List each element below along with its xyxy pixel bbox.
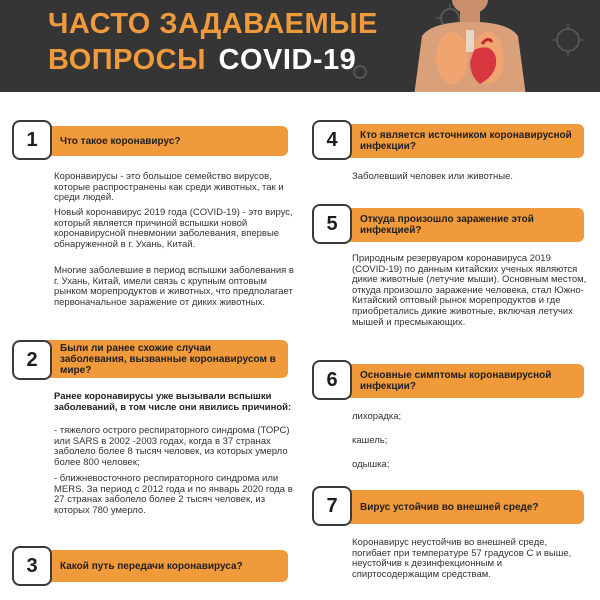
faq-question-1: Что такое коронавирус? [60,135,181,147]
faq-question-bar-7 [338,490,584,524]
faq-question-2: Были ли ранее схожие случаи заболевания, вызванные коронавирусом в мире? [60,342,276,376]
faq-question-4: Кто является источником коронавирусной инфекции? [360,130,572,152]
faq-answer-4: Заболевший человек или животные. [352,171,513,182]
faq-number-5: 5 [312,204,352,244]
faq-symptom-2: кашель; [352,435,388,446]
faq-card-7 [312,486,592,596]
faq-question-bar-5 [338,208,584,242]
faq-question-6: Основные симптомы коронавирусной инфекции? [360,370,552,392]
faq-symptom-1: лихорадка; [352,411,402,422]
faq-card-4 [312,120,592,190]
faq-answer-5: Природным резервуаром коронавируса 2019 (COVID-19) по данным китайских ученых являются дикие животные (летучие мыши). Основным местом, откуда произошло заражение человека, стал Южно-Китайский оптовый рынок морепродуктов и где приобретались дикие животные, включая летучих мышей и пресмыкающих. [352,253,587,328]
faq-number-6: 6 [312,360,352,400]
faq-answer-2-p2: - ближневосточного респираторного синдрома или MERS. За период с 2012 года и по январь 2020 года в 27 странах заболело более 2 тысяч человек, из которых 780 умерло. [54,473,293,516]
faq-number-3: 3 [12,546,52,586]
faq-answer-2-lead: Ранее коронавирусы уже вызывали вспышки заболеваний, в том числе они явились причиной: [54,391,292,413]
faq-question-bar-3 [38,550,288,582]
faq-card-5 [312,204,592,354]
faq-answer-7: Коронавирус неустойчив во внешней среде, погибает при температуре 57 градусов С и выше, неустойчив к дезинфекционным и спиртосодержащим средствам. [352,537,572,580]
faq-answer-1-p2: Новый коронавирус 2019 года (COVID-19) - это вирус, который является причиной вспышки новой коронавирусной пневмонии заболевания, впервые обнаруженной в г. Ухань, Китай. [54,207,293,250]
page-title-covid: COVID-19 [218,44,357,76]
header-banner [0,0,600,92]
faq-card-3 [12,546,296,594]
page-title-line2 [48,44,356,76]
faq-number-4: 4 [312,120,352,160]
faq-number-7: 7 [312,486,352,526]
faq-question-bar-6 [338,364,584,398]
faq-card-6 [312,360,592,470]
faq-question-3: Какой путь передачи коронавируса? [60,560,243,572]
faq-question-bar-1 [38,126,288,156]
faq-symptom-3: одышка; [352,459,390,470]
faq-answer-1-p3: Многие заболевшие в период вспышки заболевания в г. Ухань, Китай, имели связь с крупным оптовым рынком морепродуктов и животных, что предполагает первоначальное заражение от диких животных. [54,265,294,308]
human-torso-icon [400,0,540,92]
page-title-line1: ЧАСТО ЗАДАВАЕМЫЕ [48,8,378,40]
faq-answer-2-p1: - тяжелого острого респираторного синдрома (ТОРС) или SARS в 2002 -2003 годах, когда в 37 странах заболело более 8 тысяч человек, из которых умерло более 800 человек; [54,425,290,468]
faq-question-bar-2 [38,340,288,378]
faq-number-2: 2 [12,340,52,380]
faq-card-2 [12,340,296,530]
faq-card-1 [12,120,296,328]
page-title-word: ВОПРОСЫ [48,44,206,76]
faq-answer-1-p1: Коронавирусы - это большое семейство вирусов, которые распространены как среди животных, так и среди людей. [54,171,284,204]
faq-number-1: 1 [12,120,52,160]
faq-question-5: Откуда произошло заражение этой инфекцией? [360,214,534,236]
faq-question-bar-4 [338,124,584,158]
faq-question-7: Вирус устойчив во внешней среде? [360,501,539,513]
